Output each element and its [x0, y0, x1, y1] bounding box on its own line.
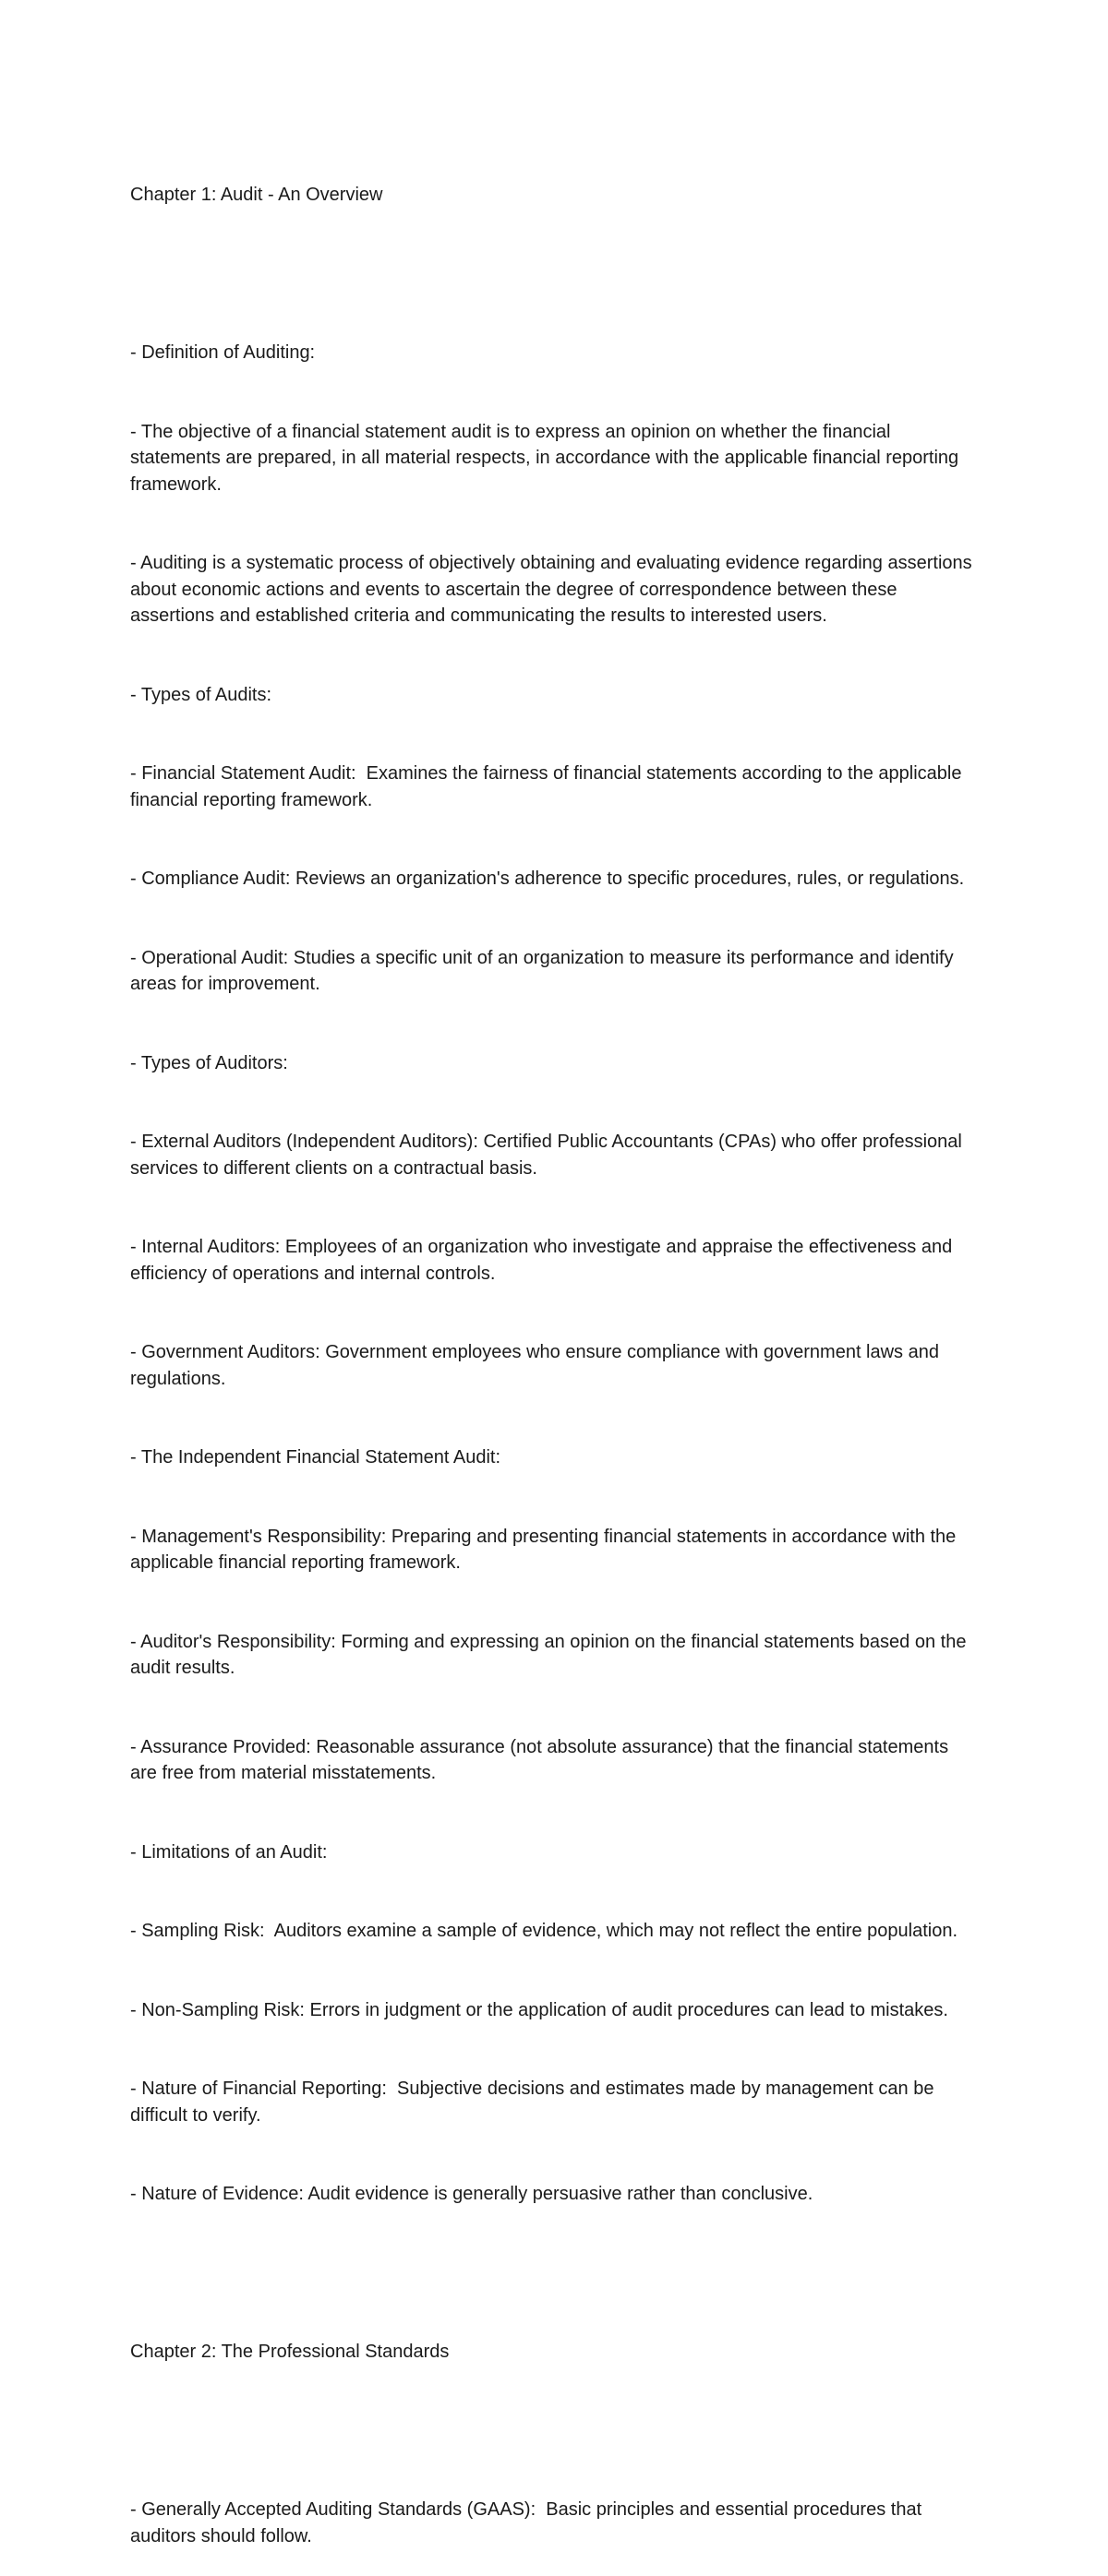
- paragraph: - Auditing is a systematic process of objectively obtaining and evaluating evidence regarding assertions about economic actions and events to ascertain the degree of correspondence between these assertions and established criteria and communicating the results to interested users.: [130, 553, 978, 626]
- paragraph: - The Independent Financial Statement Audit:: [130, 1447, 501, 1468]
- paragraph: - Limitations of an Audit:: [130, 1841, 328, 1863]
- spacer: [130, 2418, 980, 2445]
- paragraph: - Assurance Provided: Reasonable assurance (not absolute assurance) that the financial statements are free from material misstatements.: [130, 1736, 954, 1783]
- paragraph: - Types of Auditors:: [130, 1052, 288, 1073]
- paragraph: - Definition of Auditing:: [130, 342, 316, 363]
- paragraph: - Types of Audits:: [130, 684, 272, 705]
- paragraph: - Management's Responsibility: Preparing and presenting financial statements in accordance with the applicable financial reporting framework.: [130, 1526, 961, 1573]
- paragraph: - The objective of a financial statement audit is to express an opinion on whether the financial statements are prepared, in all material respects, in accordance with the applicable financial reporting framework.: [130, 421, 964, 495]
- paragraph: - Financial Statement Audit: Examines the fairness of financial statements according to the applicable financial reporting framework.: [130, 763, 968, 810]
- paragraph: - External Auditors (Independent Auditors): Certified Public Accountants (CPAs) who offer professional services to different clients on a contractual basis.: [130, 1132, 968, 1179]
- spacer: [130, 2260, 980, 2287]
- paragraph: - Auditor's Responsibility: Forming and expressing an opinion on the financial statements based on the audit results.: [130, 1631, 972, 1678]
- paragraph: - Internal Auditors: Employees of an organization who investigate and appraise the effectiveness and efficiency of operations and internal controls.: [130, 1237, 957, 1284]
- paragraph: - Government Auditors: Government employees who ensure compliance with government laws and regulations.: [130, 1342, 945, 1389]
- spacer: [130, 261, 980, 288]
- paragraph: - Nature of Evidence: Audit evidence is generally persuasive rather than conclusive.: [130, 2184, 813, 2204]
- paragraph: - Non-Sampling Risk: Errors in judgment or the application of audit procedures can lead to mistakes.: [130, 1999, 948, 2020]
- document-page: [130, 129, 980, 2576]
- paragraph: - Sampling Risk: Auditors examine a sample of evidence, which may not reflect the entire population.: [130, 1921, 958, 1941]
- paragraph: - Operational Audit: Studies a specific unit of an organization to measure its performance and identify areas for improvement.: [130, 947, 959, 994]
- chapter-2-heading: Chapter 2: The Professional Standards: [130, 2342, 450, 2362]
- paragraph: - Compliance Audit: Reviews an organization's adherence to specific procedures, rules, or regulations.: [130, 869, 965, 889]
- paragraph: - Nature of Financial Reporting: Subjective decisions and estimates made by management can be difficult to verify.: [130, 2079, 940, 2126]
- paragraph: - Generally Accepted Auditing Standards (GAAS): Basic principles and essential procedures that auditors should follow.: [130, 2499, 927, 2546]
- chapter-1-heading: Chapter 1: Audit - An Overview: [130, 185, 383, 205]
